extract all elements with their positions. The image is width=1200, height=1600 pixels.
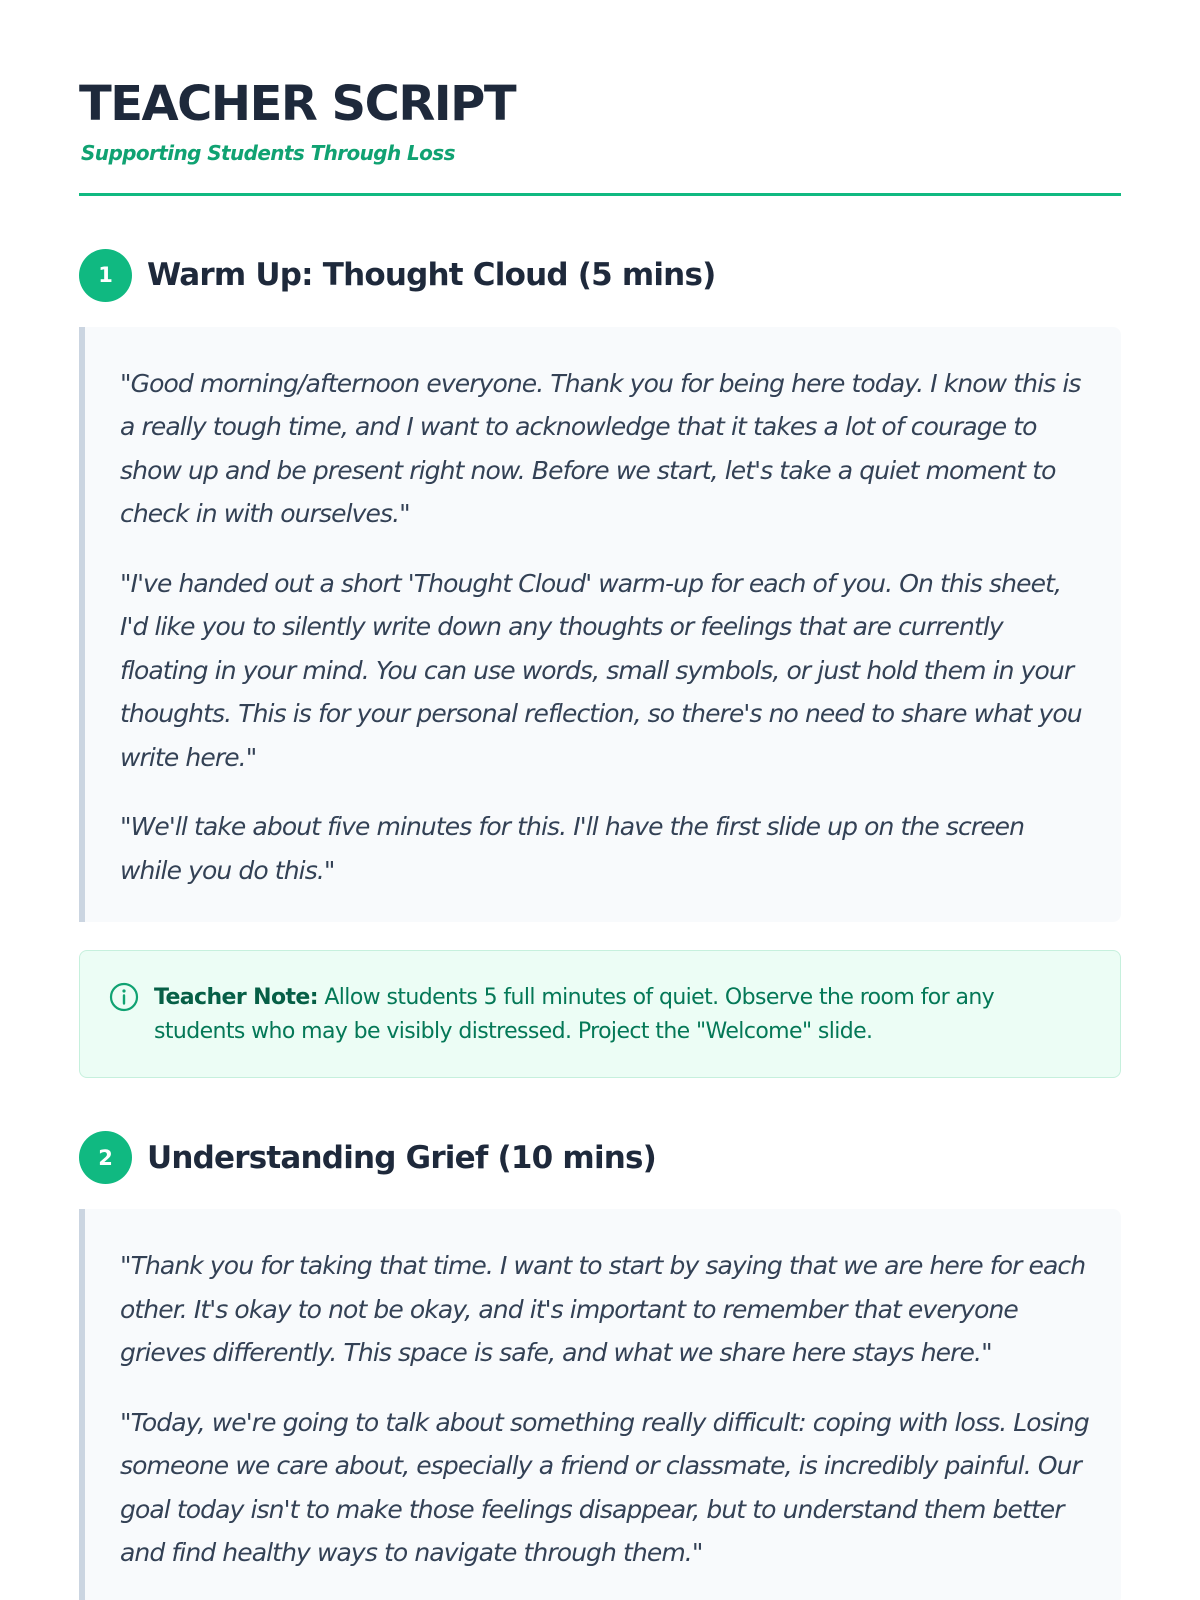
section-title: Warm Up: Thought Cloud (5 mins) <box>147 257 716 294</box>
info-circle-icon <box>108 981 140 1013</box>
page-title: TEACHER SCRIPT <box>79 76 516 132</box>
script-paragraph: "Thank you for taking that time. I want to start by saying that we are here for each other. It's okay to not be okay, and it's important to remember that everyone grieves differently. This space is safe, and what we share here stays here." <box>120 1251 1086 1368</box>
teacher-note-body: Allow students 5 full minutes of quiet. Observe the room for any students who may be visibly distressed. Project the "Welcome" slide. <box>154 985 995 1045</box>
section-title: Understanding Grief (10 mins) <box>147 1139 657 1176</box>
teacher-note-box <box>79 950 1121 1078</box>
section-number-badge: 2 <box>79 1131 132 1184</box>
script-paragraph: "Good morning/afternoon everyone. Thank you for being here today. I know this is a really tough time, and I want to acknowledge that it takes a lot of courage to show up and be present right now. Before we start, let's take a quiet moment to check in with ourselves." <box>120 368 1081 529</box>
section-1-header <box>79 249 1121 302</box>
script-paragraph: "Today, we're going to talk about something really difficult: coping with loss. Losing someone we care about, especially a friend or classmate, is incredibly painful. Our goal today isn't to make those feelings disappear, but to understand them better and find healthy ways to navigate through them." <box>120 1407 1089 1568</box>
teacher-note-text <box>154 981 1090 1049</box>
script-quote-box <box>79 327 1121 923</box>
script-paragraph: "I've handed out a short 'Thought Cloud' warm-up for each of you. On this sheet, I'd like you to silently write down any thoughts or feelings that are currently floating in your mind. You can use words, small symbols, or just hold them in your thoughts. This is for your personal reflection, so there's no need to share what you write here." <box>120 568 1082 772</box>
section-2-header <box>79 1131 1121 1184</box>
document-header <box>79 78 1121 196</box>
script-quote-box <box>79 1209 1121 1600</box>
section-number-badge: 1 <box>79 249 132 302</box>
page-subtitle: Supporting Students Through Loss <box>81 140 455 165</box>
script-paragraph: "We'll take about five minutes for this. I'll have the first slide up on the screen while you do this." <box>120 812 1025 885</box>
teacher-note-label: Teacher Note: <box>154 985 318 1011</box>
